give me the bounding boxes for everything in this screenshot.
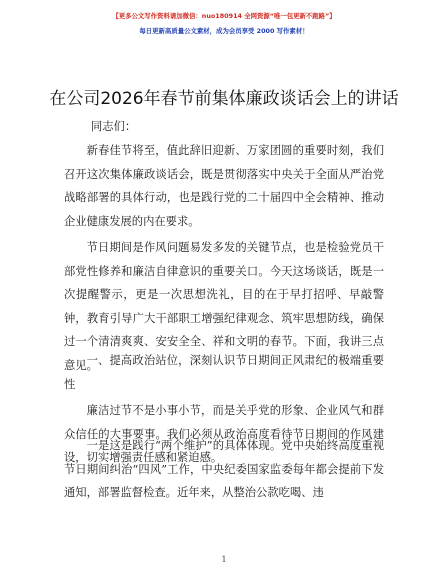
section-heading: 一、提高政治站位，深刻认识节日期间正风肃纪的极端重要性	[64, 354, 384, 391]
page-number: 1	[221, 555, 227, 564]
promo-banner-line: 【更多公文写作资料请加微信：nuo180914 全网资源“唯一包更新不跑路”】	[112, 12, 336, 20]
document-title: 在公司2026年春节前集体廉政谈话会上的讲话	[49, 89, 399, 109]
paragraph-section-intro: 廉洁过节不是小事小节，而是关乎党的形象、企业风气和群众信任的大事要事。我们必须从政治高度看待节日期间的作风建设，切实增强责任感和紧迫感。	[64, 404, 384, 464]
promo-subline: 每日更新高质量公文素材，成为会员享受 2000 写作素材！	[139, 27, 309, 35]
paragraph-point-one: 一是这是践行“两个维护”的具体体现。党中央始终高度重视节日期间纠治“四风”工作，中央纪委国家监委每年都会提前下发通知，部署监督检查。近年来，从整治公款吃喝、违	[64, 439, 384, 499]
paragraph-context: 节日期间是作风问题易发多发的关键节点，也是检验党员干部党性修养和廉洁自律意识的重要关口。今天这场谈话，既是一次提醒警示，更是一次思想洗礼，目的在于早打招呼、早敲警钟，教育引导广大干部职工增强纪律观念、筑牢思想防线，确保过一个清清爽爽、安安全全、祥和文明的春节。下面，我讲三点意见。	[64, 241, 384, 372]
greeting: 同志们：	[91, 120, 137, 133]
paragraph-intro: 新春佳节将至，值此辞旧迎新、万家团圆的重要时刻，我们召开这次集体廉政谈话会，既是贯彻落实中央关于全面从严治党战略部署的具体行动，也是践行党的二十届四中全会精神、推动企业健康发展的内在要求。	[64, 144, 384, 228]
